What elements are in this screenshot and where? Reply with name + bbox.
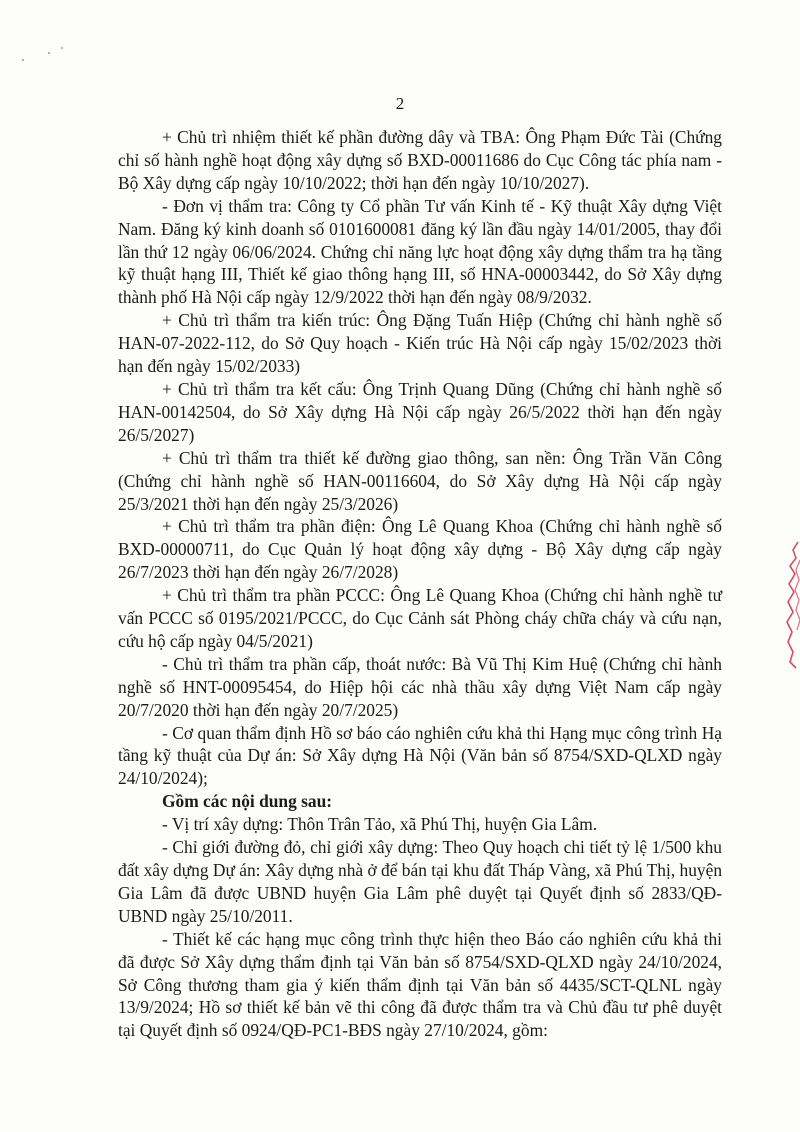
paragraph: + Chủ trì thẩm tra phần PCCC: Ông Lê Quang Khoa (Chứng chỉ hành nghề tư vấn PCCC số 0195/2021/PCCC, do Cục Cảnh sát Phòng cháy chữa cháy và cứu nạn, cứu hộ cấp ngày 04/5/2021) (118, 585, 722, 651)
paragraph: + Chủ trì thẩm tra kết cấu: Ông Trịnh Quang Dũng (Chứng chỉ hành nghề số HAN-00142504, do Sở Xây dựng Hà Nội cấp ngày 26/5/2022 thời hạn đến ngày 26/5/2027) (118, 378, 722, 445)
paragraph: + Chủ trì thẩm tra thiết kế đường giao thông, san nền: Ông Trần Văn Công (Chứng chỉ hành nghề số HAN-00116604, do Sở Xây dựng Hà Nội cấp ngày 25/3/2021 thời hạn đến ngày 25/3/2026) (118, 447, 722, 514)
paragraph: + Chủ trì nhiệm thiết kế phần đường dây và TBA: Ông Phạm Đức Tài (Chứng chỉ số hành nghề hoạt động xây dựng số BXD-00011686 do Cục Công tác phía nam - Bộ Xây dựng cấp ngày 10/10/2022; thời hạn đến ngày 10/10/2027). (118, 127, 722, 193)
paragraph: - Đơn vị thẩm tra: Công ty Cổ phần Tư vấn Kinh tế - Kỹ thuật Xây dựng Việt Nam. Đăng ký kinh doanh số 0101600081 đăng ký lần đầu ngày 14/01/2005, thay đổi lần thứ 12 ngày 06/06/2024. Chứng chỉ năng lực hoạt động xây dựng thẩm tra hạ tầng kỹ thuật hạng III, Thiết kế giao thông hạng III, số HNA-00003442, do Sở Xây dựng thành phố Hà Nội cấp ngày 12/9/2022 thời hạn đến ngày 08/9/2032. (118, 195, 722, 308)
content-item: - Vị trí xây dựng: Thôn Trân Tảo, xã Phú Thị, huyện Gia Lâm. (162, 814, 598, 835)
paragraph: + Chủ trì thẩm tra phần điện: Ông Lê Quang Khoa (Chứng chỉ hành nghề số BXD-00000711, do Cục Quản lý hoạt động xây dựng - Bộ Xây dựng cấp ngày 26/7/2023 thời hạn đến ngày 26/7/2028) (118, 516, 722, 583)
content-item: - Thiết kế các hạng mục công trình thực hiện theo Báo cáo nghiên cứu khả thi đã được Sở Xây dựng thẩm định tại Văn bản số 8754/SXD-QLXD ngày 24/10/2024, Sở Công thương tham gia ý kiến thẩm định tại Văn bản số 4435/SCT-QLNL ngày 13/9/2024; Hồ sơ thiết kế bản vẽ thi công đã được thẩm tra và Chủ đầu tư phê duyệt tại Quyết định số 0924/QĐ-PC1-BĐS ngày 27/10/2024, gồm: (118, 928, 722, 1041)
scan-speck (48, 52, 50, 54)
scan-speck (61, 47, 63, 49)
paragraph: + Chủ trì thẩm tra kiến trúc: Ông Đặng Tuấn Hiệp (Chứng chỉ hành nghề số HAN-07-2022-112, do Sở Quy hoạch - Kiến trúc Hà Nội cấp ngày 15/02/2023 thời hạn đến ngày 15/02/2033) (118, 310, 722, 377)
document-body (118, 126, 722, 1042)
content-item: - Chỉ giới đường đỏ, chỉ giới xây dựng: Theo Quy hoạch chi tiết tỷ lệ 1/500 khu đất xây dựng Dự án: Xây dựng nhà ở để bán tại khu đất Tháp Vàng, xã Phú Thị, huyện Gia Lâm đã được UBND huyện Gia Lâm phê duyệt tại Quyết định số 2833/QĐ-UBND ngày 25/10/2011. (118, 837, 723, 926)
section-heading: Gồm các nội dung sau: (162, 791, 333, 812)
red-stamp-edge (784, 540, 800, 670)
scan-speck (22, 59, 24, 61)
paragraph: - Cơ quan thẩm định Hồ sơ báo cáo nghiên cứu khả thi Hạng mục công trình Hạ tầng kỹ thuật của Dự án: Sở Xây dựng Hà Nội (Văn bản số 8754/SXD-QLXD ngày 24/10/2024); (118, 722, 722, 789)
paragraph: - Chủ trì thẩm tra phần cấp, thoát nước: Bà Vũ Thị Kim Huệ (Chứng chỉ hành nghề số HNT-00095454, do Hiệp hội các nhà thầu xây dựng Việt Nam cấp ngày 20/7/2020 thời hạn đến ngày 20/7/2025) (118, 653, 722, 720)
page-number: 2 (395, 94, 405, 113)
